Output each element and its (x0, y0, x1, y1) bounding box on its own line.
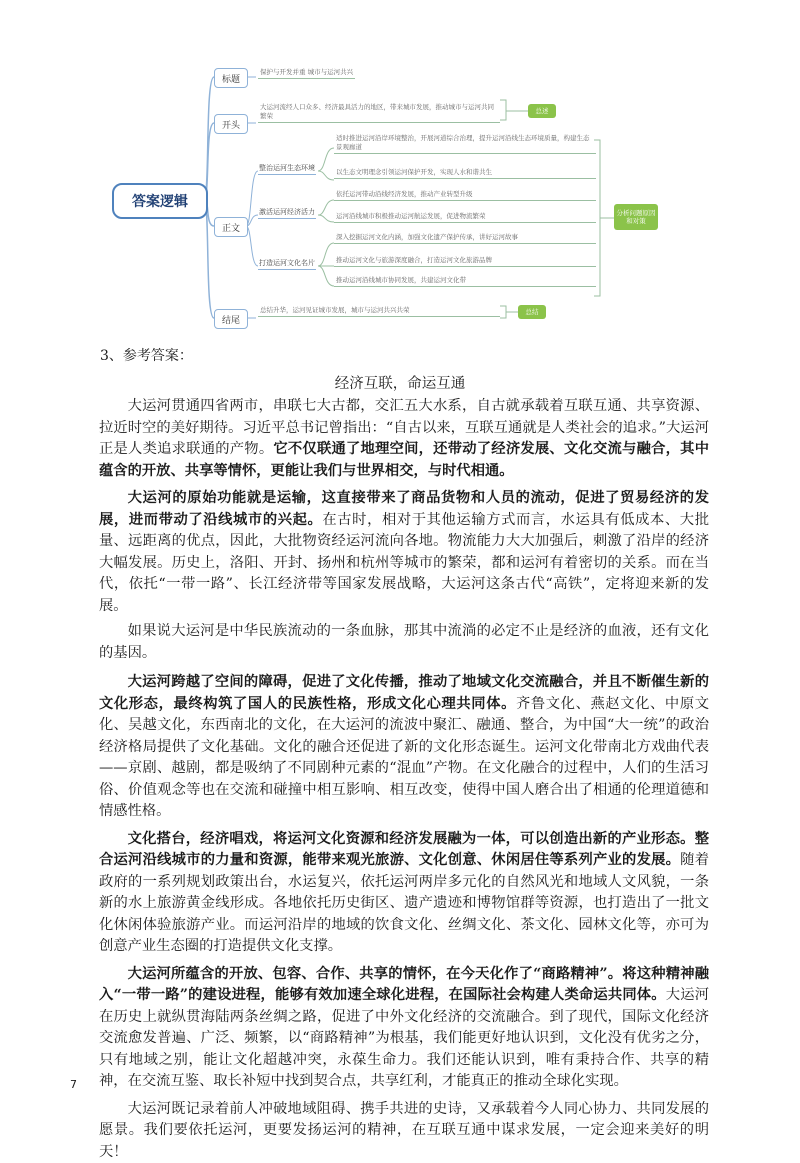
branch-title-leaf: 保护与开发并重 城市与运河共兴 (258, 68, 355, 79)
branch-ending-leaf: 总结升华，运河见证城市发展，城市与运河共兴共荣 (258, 306, 500, 317)
paragraph-text: 如果说大运河是中华民族流动的一条血脉，那其中流淌的必定不止是经济的血液，还有文化的基因。 (99, 623, 709, 661)
tag-body: 分析问题原因和对策 (614, 204, 658, 230)
paragraph-key-point: 大运河所蕴含的开放、包容、合作、共享的情怀，在今天化作了“商路精神”。将这种精神融入“一带一路”的建设进程，能够有效加速全球化进程，在国际社会构建人类命运共同体。 (99, 966, 709, 1004)
article-title: 经济互联，命运互通 (0, 372, 800, 393)
tag-opening: 总述 (528, 104, 556, 118)
leaf-culture-1: 深入挖掘运河文化内涵，加强文化遗产保护传承，讲好运河故事 (334, 233, 596, 244)
branch-body: 正文 (214, 217, 248, 237)
paragraph-6 (99, 964, 709, 1093)
paragraph-5 (99, 829, 709, 958)
paragraph-key-point: 它不仅联通了地理空间，还带动了经济发展、文化交流与融合，其中蕴含的开放、共享等情怀，更能让我们与世界相交，与时代相通。 (99, 441, 709, 479)
paragraph-text: 在古时，相对于其他运输方式而言，水运具有低成本、大批量、远距离的优点，因此，大批物资经运河流向各地。物流能力大大加强后，刺激了沿岸的经济大幅发展。历史上，洛阳、开封、扬州和杭州等城市的繁荣，都和运河有着密切的关系。而在当代，依托“一带一路”、长江经济带等国家发展战略，大运河这条古代“高铁”，定将迎来新的发展。 (99, 512, 709, 614)
mind-map-root: 答案逻辑 (112, 183, 208, 219)
leaf-ecology-1: 适时推进运河沿岸环境整治，开展河道综合治理，提升运河沿线生态环境质量，构建生态景观廊道 (334, 134, 596, 154)
paragraph-7 (99, 1099, 709, 1163)
paragraph-text: 大运河贯通四省两市，串联七大古都，交汇五大水系，自古就承载着互联互通、共享资源、拉近时空的美好期待。习近平总书记曾指出：“自古以来，互联互通就是人类社会的追求。”大运河正是人类追求联通的产物。 (99, 398, 709, 457)
branch-opening-leaf: 大运河流经人口众多、经济最具活力的地区，带来城市发展，推动城市与运河共同繁荣 (258, 103, 500, 123)
section-title: 3、参考答案： (100, 345, 193, 365)
branch-opening: 开头 (214, 114, 248, 134)
paragraph-key-point: 文化搭台，经济唱戏，将运河文化资源和经济发展融为一体，可以创造出新的产业形态。整合运河沿线城市的力量和资源，能带来观光旅游、文化创意、休闲居住等系列产业的发展。 (99, 831, 709, 869)
paragraph-1 (99, 396, 709, 482)
leaf-economy-2: 运河沿线城市积极推动运河航运发展，促进物流繁荣 (334, 212, 596, 223)
branch-title: 标题 (214, 68, 248, 88)
leaf-culture-2: 推动运河文化与旅游深度融合，打造运河文化旅游品牌 (334, 256, 596, 267)
paragraph-key-point: 大运河的原始功能就是运输，这直接带来了商品货物和人员的流动，促进了贸易经济的发展，进而带动了沿线城市的兴起。 (99, 490, 709, 528)
group-ecology: 整治运河生态环境 (258, 163, 316, 175)
paragraph-text: 齐鲁文化、燕赵文化、中原文化、吴越文化，东西南北的文化，在大运河的流波中聚汇、融通、整合，为中国“大一统”的政治经济格局提供了文化基础。文化的融合还促进了新的文化形态诞生。运河文化带南北方戏曲代表——京剧、越剧，都是吸纳了不同剧种元素的“混血”产物。在文化融合的过程中，人们的生活习俗、价值观念等也在交流和碰撞中相互影响、相互改变，使得中国人磨合出了相通的伦理道德和情感性格。 (99, 696, 709, 820)
article-body (99, 396, 709, 1163)
group-economy: 激活运河经济活力 (258, 207, 316, 219)
paragraph-text: 随着政府的一系列规划政策出台，水运复兴，依托运河两岸多元化的自然风光和地域人文风貌，一条新的水上旅游黄金线形成。各地依托历史街区、遗产遗迹和博物馆群等资源，也打造出了一批文化休闲体验旅游产业。而运河沿岸的地域的饮食文化、丝绸文化、茶文化、园林文化等，亦可为创意产业生态圈的打造提供文化支撑。 (99, 852, 709, 954)
branch-ending: 结尾 (214, 309, 248, 329)
mind-map (0, 0, 800, 340)
leaf-culture-3: 推动运河沿线城市协同发展，共建运河文化带 (334, 276, 596, 287)
leaf-economy-1: 依托运河带动沿线经济发展，推动产业转型升级 (334, 190, 596, 201)
paragraph-key-point: 大运河跨越了空间的障碍，促进了文化传播，推动了地域文化交流融合，并且不断催生新的文化形态，最终构筑了国人的民族性格，形成文化心理共同体。 (99, 674, 709, 712)
paragraph-4 (99, 672, 709, 823)
paragraph-text: 大运河既记录着前人冲破地域阻碍、携手共进的史诗，又承载着今人同心协力、共同发展的愿景。我们要依托运河，更要发扬运河的精神，在互联互通中谋求发展，一定会迎来美好的明天！ (99, 1101, 709, 1160)
group-culture: 打造运河文化名片 (258, 258, 316, 270)
paragraph-3 (99, 621, 709, 664)
leaf-ecology-2: 以生态文明理念引领运河保护开发，实现人水和谐共生 (334, 168, 596, 179)
paragraph-2 (99, 488, 709, 617)
tag-ending: 总结 (518, 305, 546, 319)
page-number: 7 (70, 1078, 77, 1091)
paragraph-text: 大运河在历史上就纵贯海陆两条丝绸之路，促进了中外文化经济的交流融合。到了现代，国际文化经济交流愈发普遍、广泛、频繁，以“商路精神”为根基，我们能更好地认识到，文化没有优劣之分，只有地域之别，能让文化超越冲突，永葆生命力。我们还能认识到，唯有秉持合作、共享的精神，在交流互鉴、取长补短中找到契合点，共享红利，才能真正的推动全球化实现。 (99, 987, 709, 1089)
